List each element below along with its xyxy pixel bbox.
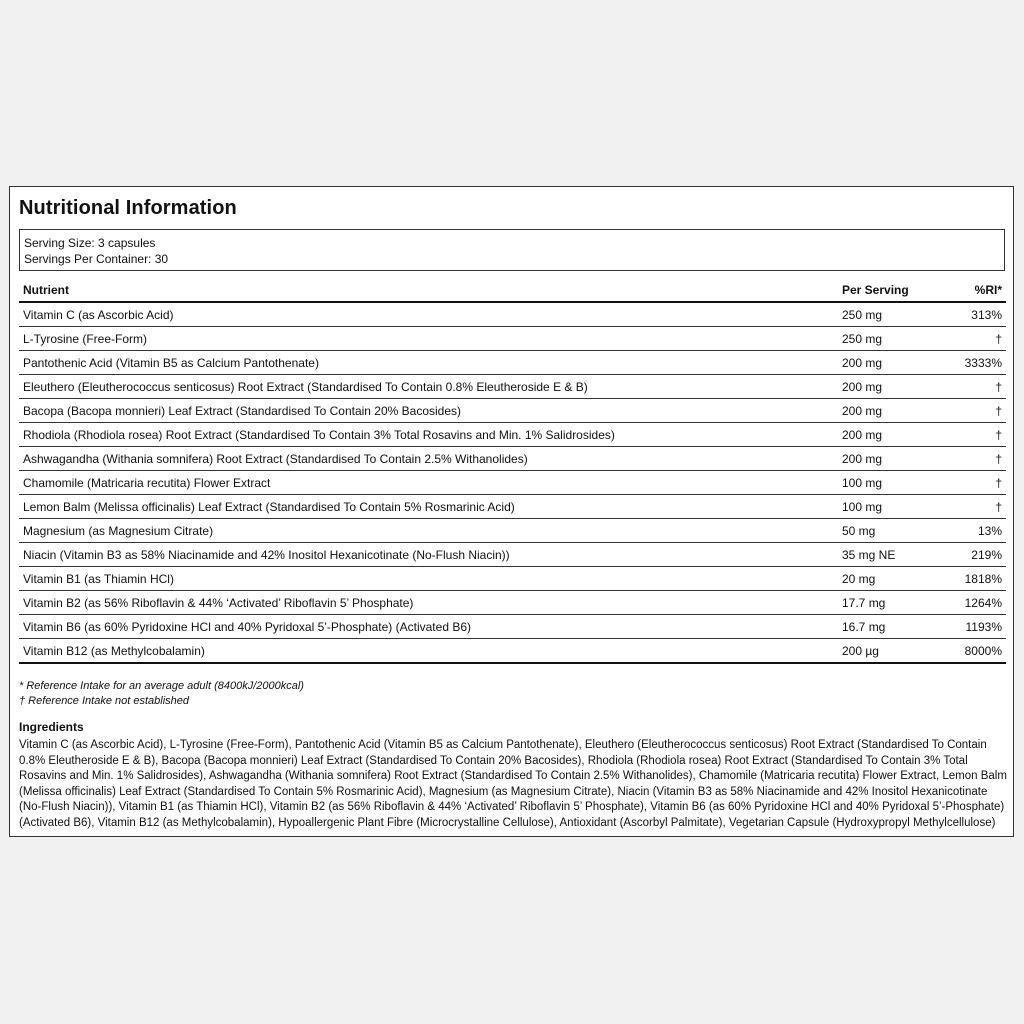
nutrient-name: Chamomile (Matricaria recutita) Flower Extract (19, 471, 838, 495)
nutrient-name: Magnesium (as Magnesium Citrate) (19, 519, 838, 543)
per-serving-value: 16.7 mg (838, 615, 950, 639)
per-serving-value: 100 mg (838, 471, 950, 495)
ri-value: 1264% (950, 591, 1006, 615)
nutrient-name: Vitamin B12 (as Methylcobalamin) (19, 639, 838, 664)
ri-value: 219% (950, 543, 1006, 567)
ri-value: 8000% (950, 639, 1006, 664)
per-serving-value: 200 mg (838, 351, 950, 375)
ri-value: 313% (950, 302, 1006, 327)
ri-value: † (950, 375, 1006, 399)
per-serving-value: 100 mg (838, 495, 950, 519)
ri-value: † (950, 495, 1006, 519)
table-row (19, 471, 1006, 495)
table-row (19, 519, 1006, 543)
nutrient-name: Lemon Balm (Melissa officinalis) Leaf Extract (Standardised To Contain 5% Rosmarinic Acid) (19, 495, 838, 519)
ri-value: 13% (950, 519, 1006, 543)
table-row (19, 351, 1006, 375)
nutrient-name: Pantothenic Acid (Vitamin B5 as Calcium Pantothenate) (19, 351, 838, 375)
nutrient-name: L-Tyrosine (Free-Form) (19, 327, 838, 351)
ingredients-text: Vitamin C (as Ascorbic Acid), L-Tyrosine (Free-Form), Pantothenic Acid (Vitamin B5 as Calcium Pantothenate), Eleuthero (Eleutherococcus senticosus) Root Extract (Standardised To Contain 0.8% Eleutheroside E & B), Bacopa (Bacopa monnieri) Leaf Extract (Standardised To Contain 20% Bacosides), Rhodiola (Rhodiola rosea) Root Extract (Standardised To Contain 3% Total Rosavins and Min. 1% Salidrosides), Ashwagandha (Withania somnifera) Root Extract (Standardised To Contain 2.5% Withanolides), Chamomile (Matricaria recutita) Flower Extract, Lemon Balm (Melissa officinalis) Leaf Extract (Standardised To Contain 5% Rosmarinic Acid), Magnesium (as Magnesium Citrate), Niacin (Vitamin B3 as 58% Niacinamide and 42% Inositol Hexanicotinate (No-Flush Niacin)), Vitamin B1 (as Thiamin HCl), Vitamin B2 (as 56% Riboflavin & 44% ‘Activated’ Riboflavin 5’ Phosphate), Vitamin B6 (as 60% Pyridoxine HCl and 40% Pyridoxal 5’-Phosphate) (Activated B6), Vitamin B12 (as Methylcobalamin), Hypoallergenic Plant Fibre (Microcrystalline Cellulose), Antioxidant (Ascorbyl Palmitate), Vegetarian Capsule (Hydroxypropyl Methylcellulose) (19, 739, 1007, 829)
footnotes (19, 679, 304, 709)
nutrition-panel (9, 186, 1014, 837)
table-row (19, 302, 1006, 327)
per-serving-value: 200 µg (838, 639, 950, 664)
ri-value: 1818% (950, 567, 1006, 591)
table-header-row (19, 279, 1006, 302)
per-serving-value: 50 mg (838, 519, 950, 543)
ri-value: 1193% (950, 615, 1006, 639)
ingredients-heading: Ingredients (19, 720, 84, 734)
table-row (19, 567, 1006, 591)
ri-value: 3333% (950, 351, 1006, 375)
nutrient-name: Eleuthero (Eleutherococcus senticosus) Root Extract (Standardised To Contain 0.8% Eleutheroside E & B) (19, 375, 838, 399)
table-row (19, 327, 1006, 351)
per-serving-value: 20 mg (838, 567, 950, 591)
nutrient-name: Vitamin B2 (as 56% Riboflavin & 44% ‘Activated’ Riboflavin 5’ Phosphate) (19, 591, 838, 615)
nutrient-name: Niacin (Vitamin B3 as 58% Niacinamide and 42% Inositol Hexanicotinate (No-Flush Niacin)) (19, 543, 838, 567)
nutrient-table (19, 279, 1006, 664)
table-row (19, 423, 1006, 447)
table-row (19, 543, 1006, 567)
table-row (19, 615, 1006, 639)
table-row (19, 375, 1006, 399)
per-serving-value: 17.7 mg (838, 591, 950, 615)
table-row (19, 399, 1006, 423)
per-serving-value: 200 mg (838, 423, 950, 447)
footnote-dagger: † Reference Intake not established (19, 695, 190, 707)
nutrient-name: Bacopa (Bacopa monnieri) Leaf Extract (Standardised To Contain 20% Bacosides) (19, 399, 838, 423)
serving-info-box (19, 229, 1005, 271)
header-ri: %RI* (950, 279, 1006, 302)
header-per-serving: Per Serving (838, 279, 950, 302)
nutrient-name: Ashwagandha (Withania somnifera) Root Extract (Standardised To Contain 2.5% Withanolides) (19, 447, 838, 471)
table-row (19, 591, 1006, 615)
per-serving-value: 200 mg (838, 399, 950, 423)
ri-value: † (950, 423, 1006, 447)
per-serving-value: 35 mg NE (838, 543, 950, 567)
servings-per-container: Servings Per Container: 30 (24, 252, 169, 266)
per-serving-value: 200 mg (838, 375, 950, 399)
panel-title: Nutritional Information (19, 197, 237, 219)
per-serving-value: 200 mg (838, 447, 950, 471)
nutrient-name: Vitamin B1 (as Thiamin HCl) (19, 567, 838, 591)
ri-value: † (950, 447, 1006, 471)
per-serving-value: 250 mg (838, 302, 950, 327)
footnote-ri: * Reference Intake for an average adult (8400kJ/2000kcal) (19, 680, 304, 692)
nutrient-name: Vitamin B6 (as 60% Pyridoxine HCl and 40% Pyridoxal 5’-Phosphate) (Activated B6) (19, 615, 838, 639)
table-row (19, 447, 1006, 471)
per-serving-value: 250 mg (838, 327, 950, 351)
table-row (19, 639, 1006, 664)
serving-size: Serving Size: 3 capsules (24, 236, 156, 250)
nutrient-name: Rhodiola (Rhodiola rosea) Root Extract (Standardised To Contain 3% Total Rosavins and Min. 1% Salidrosides) (19, 423, 838, 447)
nutrient-name: Vitamin C (as Ascorbic Acid) (19, 302, 838, 327)
ri-value: † (950, 399, 1006, 423)
ri-value: † (950, 471, 1006, 495)
ri-value: † (950, 327, 1006, 351)
table-row (19, 495, 1006, 519)
header-nutrient: Nutrient (19, 279, 838, 302)
